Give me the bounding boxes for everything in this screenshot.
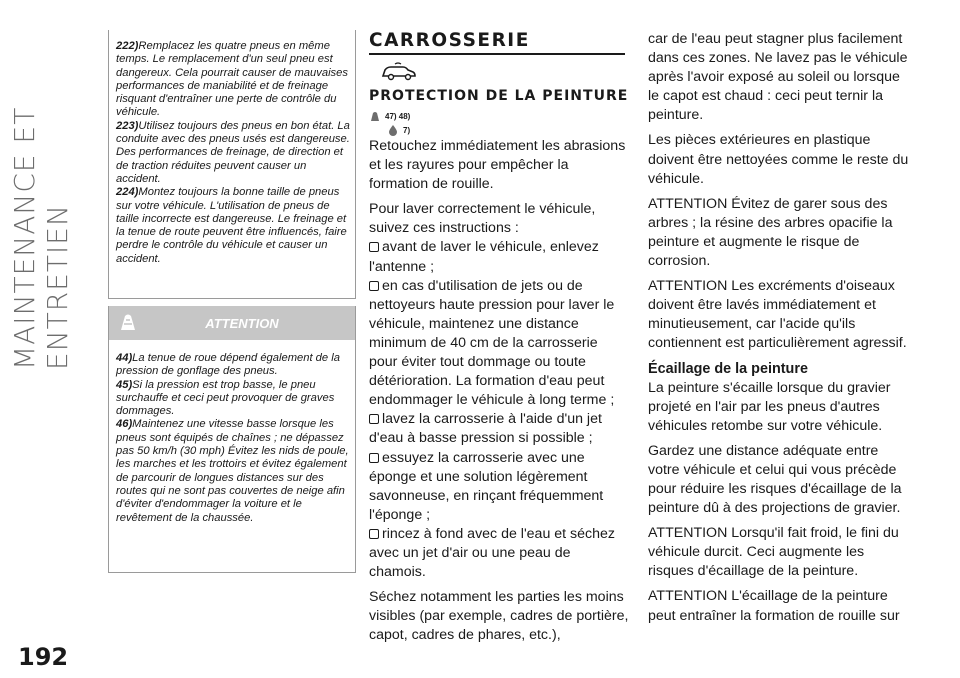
list-item-text: essuyez la carrosserie avec une éponge et une solution légèrement savonneuse, en rinçant fréquemment l'éponge ;: [369, 449, 604, 523]
note-223: [109, 120, 355, 186]
note-45: [109, 379, 355, 419]
chapter-side-title: MAINTENANCE ET ENTRETIEN: [8, 106, 74, 370]
section-title: CARROSSERIE: [369, 30, 625, 55]
list-item: [369, 277, 629, 411]
note-number: 223): [116, 119, 139, 132]
paragraph-attention-cold: ATTENTION Lorsqu'il fait froid, le fini du véhicule durcit. Ceci augmente les risques d'écaillage de la peinture.: [648, 525, 899, 580]
warning-hand-icon: [369, 110, 381, 122]
note-text: Maintenez une vitesse basse lorsque les pneus sont équipés de chaînes ; ne dépassez pas 50 km/h (30 mph) Évitez les nids de poule, les marches et les trottoirs et évitez également de parcourir de longues distances sur des routes qui ne sont pas couvertes de neige afin d'éviter d'endommager la voiture et le revêtement de la chaussée.: [116, 418, 349, 524]
instructions-lead: Pour laver correctement le véhicule, suivez ces instructions :: [369, 201, 596, 237]
middle-column: [369, 30, 629, 651]
note-number: 44): [116, 352, 133, 364]
note-text: Utilisez toujours des pneus en bon état. La conduite avec des pneus usés est dangereuse. Des performances de freinage, de direction et de traction réduites peuvent causer un accident.: [116, 119, 350, 185]
caution-ref-line: [387, 123, 629, 137]
note-224: [109, 186, 355, 266]
note-number: 224): [116, 186, 139, 199]
note-44: [109, 352, 355, 379]
paragraph-plastic-parts: Les pièces extérieures en plastique doivent être nettoyées comme le reste du véhicule.: [648, 132, 909, 187]
paragraph-water-stagnation: car de l'eau peut stagner plus facilement dans ces zones. Ne lavez pas le véhicule après l'avoir exposé au soleil ou lorsque le capot est chaud : ceci peut ternir la peinture.: [648, 31, 908, 124]
note-text: La tenue de roue dépend également de la pression de gonflage des pneus.: [116, 352, 340, 378]
checkbox-bullet-icon: [369, 414, 379, 424]
note-number: 46): [116, 418, 133, 431]
warning-ref-line: [369, 109, 629, 123]
list-item-text: en cas d'utilisation de jets ou de nettoyeurs haute pression pour laver le véhicule, maintenez une distance minimum de 40 cm de la carrosserie pour éviter tout dommage ou toute détérioration. La formation d'eau peut endommager le véhicule à long terme ;: [369, 277, 615, 409]
list-item: [369, 449, 629, 525]
paragraph-attention-trees: ATTENTION Évitez de garer sous des arbres ; la résine des arbres opacifie la peinture et augmente le risque de corrosion.: [648, 195, 893, 270]
list-item: [369, 525, 629, 582]
subheading-paint-chipping: Écaillage de la peinture: [648, 360, 808, 377]
note-222: [109, 40, 355, 120]
paragraph-keep-distance: Gardez une distance adéquate entre votre véhicule et celui qui vous précède pour réduire les risques d'écaillage de la peinture dû à des projections de gravier.: [648, 442, 902, 517]
list-item: [369, 410, 629, 448]
paragraph-attention-rust: ATTENTION L'écaillage de la peinture peut entraîner la formation de rouille sur: [648, 588, 900, 624]
right-column: [648, 30, 910, 632]
list-item-text: lavez la carrosserie à l'aide d'un jet d'eau à basse pression si possible ;: [369, 411, 602, 447]
note-number: 45): [116, 378, 133, 391]
attention-box: [108, 306, 356, 573]
caution-drop-icon: [387, 124, 399, 136]
note-text: Si la pression est trop basse, le pneu surchauffe et ceci peut provoquer de graves dommages.: [116, 378, 335, 418]
note-46: [109, 418, 355, 524]
note-text: Remplacez les quatre pneus en même temps. Le remplacement d'un seul pneu est dangereux. Cela pourrait causer de mauvaises performances de maniabilité et de freinage risquant d'entraîner une perte de contrôle du véhicule.: [116, 40, 348, 119]
list-item-text: rincez à fond avec de l'eau et séchez avec un jet d'air ou une peau de chamois.: [369, 525, 616, 581]
paragraph-attention-birds: ATTENTION Les excréments d'oiseaux doivent être lavés immédiatement et minutieusement, car l'acide qu'ils contiennent est particulièrement agressif.: [648, 278, 907, 352]
tyre-notes-box: [108, 30, 356, 299]
attention-label: ATTENTION: [205, 315, 279, 331]
warning-ref-numbers: 47) 48): [385, 111, 411, 121]
page-number: 192: [18, 643, 69, 671]
list-item-text: avant de laver le véhicule, enlevez l'antenne ;: [369, 239, 599, 275]
subsection-title: PROTECTION DE LA PEINTURE: [369, 88, 629, 104]
intro-paragraph: Retouchez immédiatement les abrasions et les rayures pour empêcher la formation de rouille.: [369, 138, 626, 193]
checkbox-bullet-icon: [369, 529, 379, 539]
attention-notes-list: [109, 352, 355, 525]
hand-wrench-icon: [117, 310, 139, 334]
car-body-icon: [381, 61, 417, 81]
closing-paragraph: Séchez notamment les parties les moins visibles (par exemple, cadres de portière, capot, cadres de phares, etc.),: [369, 589, 629, 644]
checkbox-bullet-icon: [369, 242, 379, 252]
paragraph-chipping-cause: La peinture s'écaille lorsque du gravier projeté en l'air par les pneus d'autres véhicules retombe sur votre véhicule.: [648, 379, 891, 434]
note-number: 222): [116, 40, 139, 52]
list-item: [369, 238, 629, 276]
paint-protection-body: [369, 137, 629, 645]
checkbox-bullet-icon: [369, 281, 379, 291]
note-text: Montez toujours la bonne taille de pneus sur votre véhicule. L'utilisation de pneus de taille incorrecte est dangereuse. Le freinage et la tenue de route peuvent être influencés, faire perdre le contrôle du véhicule et causer un accident.: [116, 186, 347, 265]
attention-header: [109, 306, 355, 340]
checkbox-bullet-icon: [369, 453, 379, 463]
warning-references: [369, 109, 629, 137]
tyre-notes-list: [109, 40, 355, 266]
caution-ref-numbers: 7): [403, 125, 411, 135]
